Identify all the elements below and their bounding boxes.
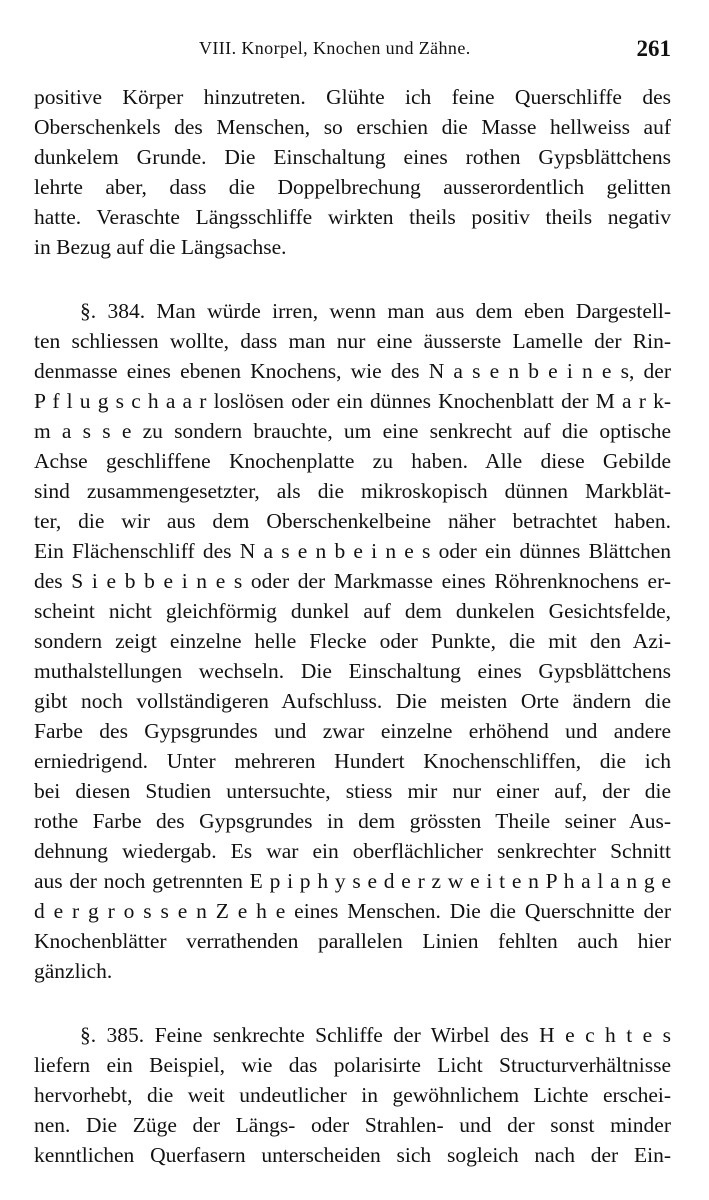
paragraph-gap	[34, 986, 671, 1020]
text-line: Ein Flächenschliff des N a s e n b e i n e s oder ein dünnes Blättchen	[34, 539, 671, 563]
running-title: VIII. Knorpel, Knochen und Zähne.	[199, 38, 471, 58]
text-line: sind zusammengesetzter, als die mikroskopisch dünnen Markblät-	[34, 479, 671, 503]
text-line: denmasse eines ebenen Knochens, wie des N a s e n b e i n e s, der	[34, 359, 671, 383]
text-line: Oberschenkels des Menschen, so erschien die Masse hellweiss auf	[34, 115, 671, 139]
text-line: muthalstellungen wechseln. Die Einschaltung eines Gypsblättchens	[34, 659, 671, 683]
text-line: aus der noch getrennten E p i p h y s e d e r z w e i t e n P h a l a n g e	[34, 869, 671, 893]
text-line: lehrte aber, dass die Doppelbrechung ausserordentlich gelitten	[34, 175, 671, 199]
page-body	[34, 82, 671, 1170]
text-line: d e r g r o s s e n Z e h e eines Menschen. Die die Querschnitte der	[34, 899, 671, 923]
page-number: 261	[636, 36, 671, 61]
text-line: Knochenblätter verrathenden parallelen Linien fehlten auch hier	[34, 929, 671, 953]
text-line: positive Körper hinzutreten. Glühte ich feine Querschliffe des	[34, 85, 671, 109]
text-line: erniedrigend. Unter mehreren Hundert Knochenschliffen, die ich	[34, 749, 671, 773]
text-line: sondern zeigt einzelne helle Flecke oder Punkte, die mit den Azi-	[34, 629, 671, 653]
text-line: P f l u g s c h a a r loslösen oder ein dünnes Knochenblatt der M a r k-	[34, 389, 671, 413]
text-line: m a s s e zu sondern brauchte, um eine senkrecht auf die optische	[34, 419, 671, 443]
section-385-first-line: §. 385. Feine senkrechte Schliffe der Wirbel des H e c h t e s	[80, 1023, 671, 1047]
text-line: scheint nicht gleichförmig dunkel auf dem dunkelen Gesichtsfelde,	[34, 599, 671, 623]
paragraph-gap	[34, 262, 671, 296]
page-header	[34, 34, 671, 74]
section-384-first-line: §. 384. Man würde irren, wenn man aus dem eben Dargestell-	[80, 299, 671, 323]
text-line: dunkelem Grunde. Die Einschaltung eines rothen Gypsblättchens	[34, 145, 671, 169]
text-line: Achse geschliffene Knochenplatte zu haben. Alle diese Gebilde	[34, 449, 671, 473]
text-line: gänzlich.	[34, 959, 113, 983]
text-line: in Bezug auf die Längsachse.	[34, 235, 287, 259]
text-line: hervorhebt, die weit undeutlicher in gewöhnlichem Lichte erschei-	[34, 1083, 671, 1107]
text-line: Farbe des Gypsgrundes und zwar einzelne erhöhend und andere	[34, 719, 671, 743]
text-line: gibt noch vollständigeren Aufschluss. Die meisten Orte ändern die	[34, 689, 671, 713]
text-line: hatte. Veraschte Längsschliffe wirkten theils positiv theils negativ	[34, 205, 671, 229]
text-line: ter, die wir aus dem Oberschenkelbeine näher betrachtet haben.	[34, 509, 671, 533]
text-line: nen. Die Züge der Längs- oder Strahlen- und der sonst minder	[34, 1113, 671, 1137]
text-line: rothe Farbe des Gypsgrundes in dem grössten Theile seiner Aus-	[34, 809, 671, 833]
text-line: des S i e b b e i n e s oder der Markmasse eines Röhrenknochens er-	[34, 569, 671, 593]
text-line: kenntlichen Querfasern unterscheiden sich sogleich nach der Ein-	[34, 1143, 671, 1167]
text-line: liefern ein Beispiel, wie das polarisirte Licht Structurverhältnisse	[34, 1053, 671, 1077]
text-line: ten schliessen wollte, dass man nur eine äusserste Lamelle der Rin-	[34, 329, 671, 353]
text-line: bei diesen Studien untersuchte, stiess mir nur einer auf, der die	[34, 779, 671, 803]
text-line: dehnung wiedergab. Es war ein oberflächlicher senkrechter Schnitt	[34, 839, 671, 863]
